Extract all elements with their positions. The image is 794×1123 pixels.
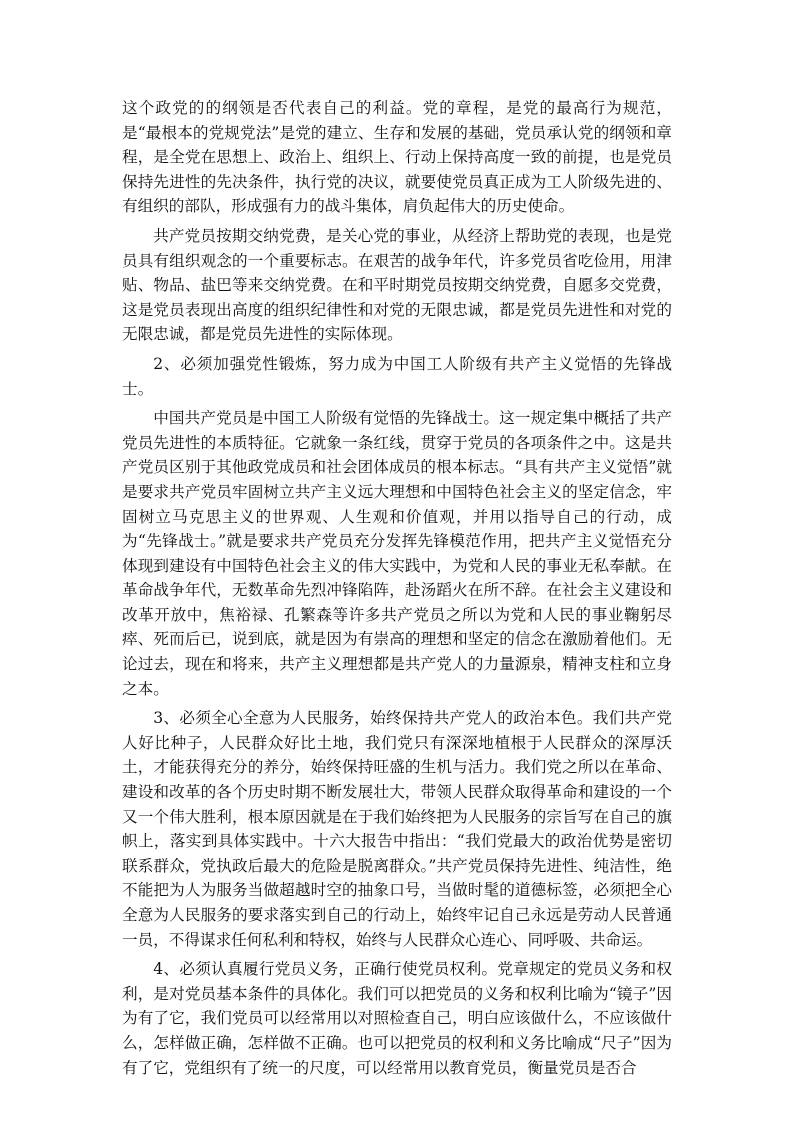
- document-page: [122, 96, 672, 1080]
- paragraph-serve-the-people: 3、必须全心全意为人民服务，始终保持共产党人的政治本色。我们共产党人好比种子，人民群众好比土地，我们党只有深深地植根于人民群众的深厚沃土，才能获得充分的养分，始终保持旺盛的生机与活力。我们党之所以在革命、建设和改革的各个历史时期不断发展壮大，带领人民群众取得革命和建设的一个又一个伟大胜利，根本原因就是在于我们始终把为人民服务的宗旨写在自己的旗帜上，落实到具体实践中。十六大报告中指出：“我们党最大的政治优势是密切联系群众，党执政后最大的危险是脱离群众。”共产党员保持先进性、纯洁性，绝不能把为人为服务当做超越时空的抽象口号，当做时髦的道德标签，必须把全心全意为人民服务的要求落实到自己的行动上，始终牢记自己永远是劳动人民普通一员，不得谋求任何私利和特权，始终与人民群众心连心、同呼吸、共命运。: [122, 709, 672, 949]
- paragraph-duties-and-rights: 4、必须认真履行党员义务，正确行使党员权利。党章规定的党员义务和权利，是对党员基本条件的具体化。我们可以把党员的义务和权利比喻为“镜子”因为有了它，我们党员可以经常用以对照检查自己，明白应该做什么，不应该做什么，怎样做正确，怎样做不正确。也可以把党员的权利和义务比喻成“尺子”因为有了它，党组织有了统一的尺度，可以经常用以教育党员，衡量党员是否合: [122, 960, 672, 1077]
- paragraph-program-and-constitution: 这个政党的的纲领是否代表自己的利益。党的章程，是党的最高行为规范，是“最根本的党规党法”是党的建立、生存和发展的基础，党员承认党的纲领和章程，是全党在思想上、政治上、组织上、行动上保持高度一致的前提，也是党员保持先进性的先决条件，执行党的决议，就要使党员真正成为工人阶级先进的、有组织的部队，形成强有力的战斗集体，肩负起伟大的历史使命。: [122, 99, 672, 216]
- paragraph-vanguard-fighter: 中国共产党员是中国工人阶级有觉悟的先锋战士。这一规定集中概括了共产党员先进性的本质特征。它就象一条红线，贯穿于党员的各项条件之中。这是共产党员区别于其他政党成员和社会团体成员的根本标志。“具有共产主义觉悟”就是要求共产党员牢固树立共产主义远大理想和中国特色社会主义的坚定信念，牢固树立马克思主义的世界观、人生观和价值观，并用以指导自己的行动，成为“先锋战士。”就是要求共产党员充分发挥先锋模范作用，把共产主义觉悟充分体现到建设有中国特色社会主义的伟大实践中，为党和人民的事业无私奉献。在革命战争年代，无数革命先烈冲锋陷阵，赴汤蹈火在所不辞。在社会主义建设和改革开放中，焦裕禄、孔繁森等许多共产党员之所以为党和人民的事业鞠躬尽瘁、死而后已，说到底，就是因为有崇高的理想和坚定的信念在激励着他们。无论过去，现在和将来，共产主义理想都是共产党人的力量源泉，精神支柱和立身之本。: [122, 409, 672, 698]
- paragraph-party-dues: 共产党员按期交纳党费，是关心党的事业，从经济上帮助党的表现，也是党员具有组织观念的一个重要标志。在艰苦的战争年代，许多党员省吃俭用，用津贴、物品、盐巴等来交纳党费。在和平时期党员按期交纳党费，自愿多交党费，这是党员表现出高度的组织纪律性和对党的无限忠诚，都是党员先进性和对党的无限忠诚，都是党员先进性的实际体现。: [122, 226, 672, 344]
- section-heading-party-spirit: 2、必须加强党性锻炼，努力成为中国工人阶级有共产主义觉悟的先锋战士。: [122, 354, 672, 398]
